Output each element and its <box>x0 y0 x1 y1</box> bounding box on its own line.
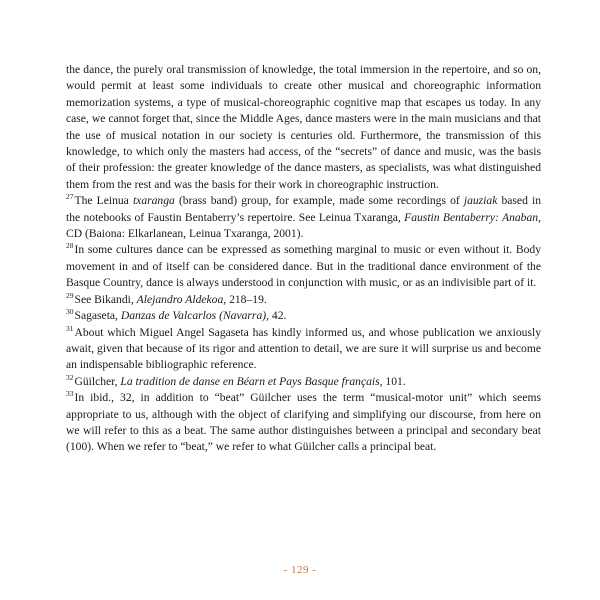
footnote-text: See Bikandi, <box>74 292 137 306</box>
footnote-33 <box>66 390 541 456</box>
footnote-text: , CD (Baiona: Elkarlanean, Leinua Txaranga, 2001). <box>66 210 541 241</box>
footnote-text: , 42. <box>266 309 287 323</box>
footnote-italic-text: Danzas de Valcarlos (Navarra) <box>120 309 267 323</box>
footnote-italic-text: Faustin Bentaberry: Anaban <box>404 210 539 224</box>
footnote-text: Güilcher, <box>74 374 121 388</box>
page-content <box>66 62 541 456</box>
body-paragraph: the dance, the purely oral transmission of knowledge, the total immersion in the repertoire, and so on, would permit at least some individuals to create other musical and choreographic information memorization systems, a type of musical-choreographic cognitive map that escapes us today. In any case, we cannot forget that, since the Middle Ages, dance masters were in the main musicians and that the use of musical notation in our society is centuries old. Furthermore, the transmission of this knowledge, to which only the masters had access, of the “secrets” of dance and music, was the basis of their profession: the greater knowledge of the dance masters, as specialists, was what distinguished them from the rest and was the basis for their work in choreographic instruction. <box>66 63 541 191</box>
footnote-number: 28 <box>66 241 74 251</box>
footnote-number: 29 <box>66 290 74 300</box>
footnote-text: , 101. <box>379 374 406 388</box>
footnote-text: Sagaseta, <box>74 309 121 323</box>
footnote-text: The Leinua <box>74 194 133 208</box>
footnote-italic-text: La tradition de danse en Béarn et Pays Basque français <box>120 374 380 388</box>
footnote-italic-text: Alejandro Aldekoa <box>136 292 224 306</box>
footnote-text: In some cultures dance can be expressed as something marginal to music or even without it. Body movement in and of itself can be considered dance. But in the traditional dance environment of the Basque Country, dance is always understood in conjunction with music, or as an indivisible part of it. <box>66 243 541 290</box>
footnote-text: In ibid., 32, in addition to “beat” Güilcher uses the term “musical-motor unit” which seems appropriate to us, although with the object of clarifying and simplifying our discourse, from here on we will refer to this as a beat. The same author distinguishes between a principal and secondary beat (100). When we refer to “beat,” we refer to what Güilcher calls a principal beat. <box>66 391 541 454</box>
footnote-text: based in the notebooks of Faustin Bentaberry’s repertoire. See Leinua Txaranga, <box>66 194 542 224</box>
footnote-30 <box>66 308 541 324</box>
footnote-text: About which Miguel Angel Sagaseta has kindly informed us, and whose publication we anxiously await, given that because of its rigor and attention to detail, we are sure it will surprise us and become an indispensable bibliographic reference. <box>66 325 541 372</box>
footnote-italic-text: txaranga <box>132 194 175 208</box>
footnote-31 <box>66 325 541 374</box>
footnote-number: 31 <box>66 323 74 333</box>
footnote-27 <box>66 193 541 242</box>
footnote-32 <box>66 374 541 390</box>
footnote-number: 30 <box>66 307 74 317</box>
page-number: - 129 - <box>283 564 317 576</box>
footnote-29 <box>66 292 541 308</box>
footnote-number: 33 <box>66 389 74 399</box>
footnote-number: 27 <box>66 192 74 202</box>
footnote-28 <box>66 242 541 291</box>
footnote-text: (brass band) group, for example, made some recordings of <box>174 194 464 208</box>
footnote-number: 32 <box>66 372 74 382</box>
footnote-text: , 218–19. <box>223 292 267 306</box>
footnote-italic-text: jauziak <box>463 194 498 208</box>
